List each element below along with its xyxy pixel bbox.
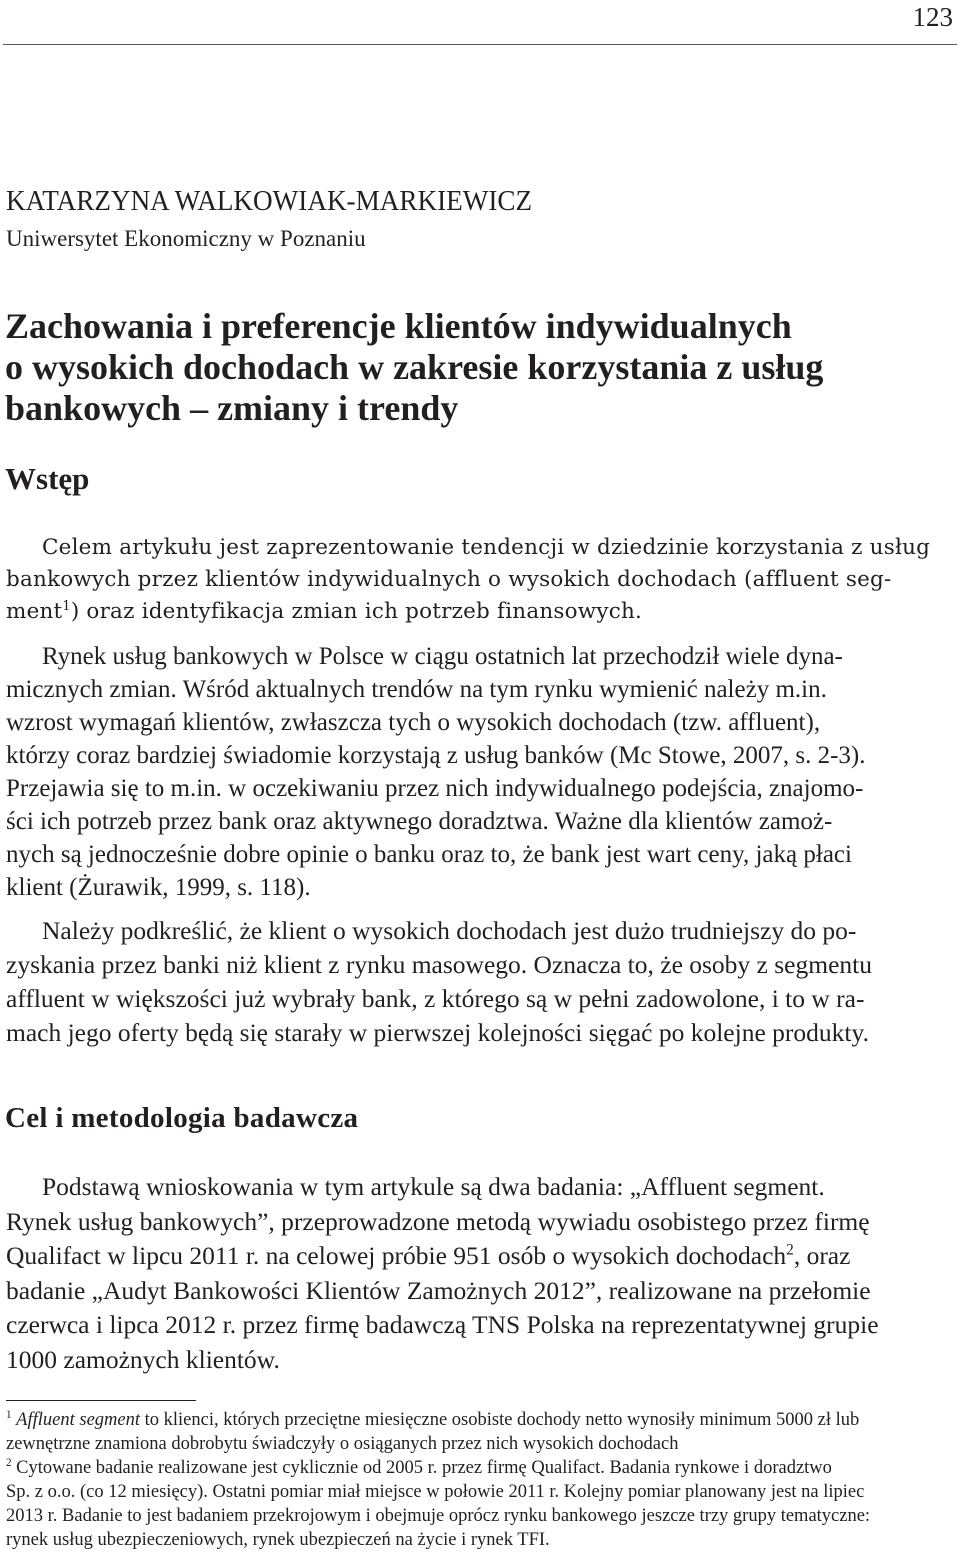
title-line: bankowych – zmiany i trendy	[5, 388, 459, 428]
text-line: mach jego oferty będą się starały w pierwszej kolejności sięgać po kolejne produkty.	[6, 1018, 869, 1047]
text-line: 2013 r. Badanie to jest badaniem przekrojowym i obejmuje oprócz rynku bankowego jeszcze trzy grupy tematyczne:	[6, 1506, 871, 1526]
text-fragment: Cytowane badanie realizowane jest cyklicznie od 2005 r. przez firmę Qualifact. Badania rynkowe i doradztwo	[11, 1458, 832, 1478]
text-line: badanie „Audyt Bankowości Klientów Zamożnych 2012”, realizowane na przełomie	[6, 1275, 871, 1305]
footnote-ref: 2	[786, 1241, 794, 1259]
text-line: którzy coraz bardziej świadomie korzystają z usług banków (Mc Stowe, 2007, s. 2-3).	[6, 742, 866, 769]
text-fragment: ment	[6, 599, 63, 624]
footnote-number: 1	[6, 1408, 12, 1421]
footnote-2	[6, 1456, 952, 1480]
section-heading-intro: Wstęp	[5, 461, 90, 496]
text-line: zewnętrzne znamiona dobrobytu świadczyły o osiąganych przez nich wysokich dochodach	[6, 1434, 679, 1454]
text-fragment: ) oraz identyfikacja zmian ich potrzeb finansowych.	[70, 599, 643, 624]
paragraph-intro	[6, 532, 952, 628]
text-line: Podstawą wnioskowania w tym artykule są dwa badania: „Affluent segment.	[42, 1172, 825, 1201]
text-line: wzrost wymagań klientów, zwłaszcza tych o wysokich dochodach (tzw. affluent),	[6, 709, 821, 736]
footnote-term: Affluent segment	[16, 1410, 140, 1430]
text-line: affluent w większości już wybrały bank, z którego są w pełni zadowolone, i to w ra-	[6, 984, 865, 1013]
text-fragment: Qualifact w lipcu 2011 r. na celowej próbie 951 osób o wysokich dochodach	[6, 1241, 787, 1270]
section-heading-methodology: Cel i metodologia badawcza	[5, 1102, 359, 1134]
text-line: Przejawia się to m.in. w oczekiwaniu przez nich indywidualnego podejścia, znajomo-	[6, 775, 864, 802]
text-fragment: , oraz	[793, 1241, 851, 1270]
paragraph-affluent	[6, 914, 952, 1050]
text-line: micznych zmian. Wśród aktualnych trendów na tym rynku wymienić należy m.in.	[6, 676, 827, 703]
text-line: 1000 zamożnych klientów.	[6, 1344, 280, 1374]
text-line	[6, 596, 952, 628]
text-line: ści ich potrzeb przez bank oraz aktywnego doradztwa. Ważne dla klientów zamoż-	[6, 808, 833, 835]
title-line: o wysokich dochodach w zakresie korzystania z usług	[5, 347, 824, 387]
text-line: rynek usług ubezpieczeniowych, rynek ubezpieczeń na życie i rynek TFI.	[6, 1530, 550, 1550]
text-line: Rynek usług bankowych”, przeprowadzone metodą wywiadu osobistego przez firmę	[6, 1206, 870, 1236]
author-name: KATARZYNA WALKOWIAK-MARKIEWICZ	[6, 186, 533, 217]
text-line	[6, 1239, 952, 1274]
text-line: Celem artykułu jest zaprezentowanie tendencji w dziedzinie korzystania z usług	[42, 535, 931, 560]
text-fragment: to klienci, których przeciętne miesięczne osobiste dochody netto wynosiły minimum 5000 zł lub	[140, 1410, 860, 1430]
footnote-1	[6, 1408, 952, 1432]
page-number: 123	[912, 2, 953, 32]
text-line: Należy podkreślić, że klient o wysokich dochodach jest dużo trudniejszy do po-	[42, 916, 857, 945]
text-line: Rynek usług bankowych w Polsce w ciągu ostatnich lat przechodził wiele dyna-	[42, 643, 843, 670]
header-rule	[3, 44, 957, 45]
paragraph-market	[6, 640, 952, 904]
text-line: bankowych przez klientów indywidualnych o wysokich dochodach (affluent seg-	[6, 567, 892, 592]
footnote-ref: 1	[62, 598, 71, 614]
footnote-number: 2	[6, 1456, 12, 1469]
footnotes	[6, 1408, 952, 1552]
text-line: czerwca i lipca 2012 r. przez firmę badawczą TNS Polska na reprezentatywnej grupie	[6, 1310, 879, 1339]
paragraph-methodology	[6, 1170, 952, 1377]
text-line: Sp. z o.o. (co 12 miesięcy). Ostatni pomiar miał miejsce w połowie 2011 r. Kolejny pomiar planowany jest na lipiec	[6, 1482, 865, 1502]
author-affiliation: Uniwersytet Ekonomiczny w Poznaniu	[6, 226, 366, 251]
text-line: klient (Żurawik, 1999, s. 118).	[6, 874, 311, 901]
text-line: nych są jednocześnie dobre opinie o banku oraz to, że bank jest wart ceny, jaką płaci	[6, 841, 852, 868]
footnote-rule	[6, 1400, 196, 1401]
title-line: Zachowania i preferencje klientów indywidualnych	[5, 306, 792, 346]
text-line: zyskania przez banki niż klient z rynku masowego. Oznacza to, że osoby z segmentu	[6, 950, 872, 979]
article-title	[5, 306, 945, 429]
